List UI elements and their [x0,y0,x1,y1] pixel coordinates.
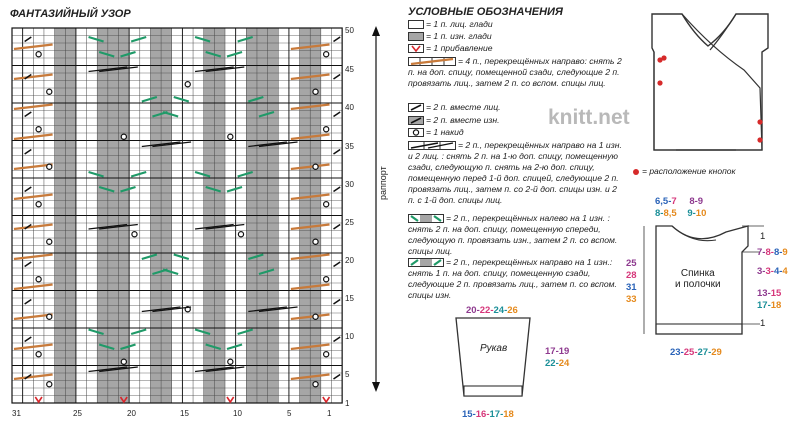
row-label-15: 15 [345,294,354,303]
body-left-lengths: 25 28 31 33 [626,258,637,305]
yarn-over-mark [324,352,329,357]
knit-stitch-icon [408,20,424,29]
sleeve-height-b: 22-24 [545,358,570,369]
k2tog-mark [334,75,341,80]
row-label-20: 20 [345,256,354,265]
legend-text: = 4 п., перекрещённых направо: снять 2 п. на доп. спицу, помещенной сзади, следующие 2 п. провязать лиц., затем 2 п. со вспом. спицы лиц. [408,56,622,88]
yarn-over-mark [313,382,318,387]
rapport-arrow [372,26,380,392]
k2tog-mark [334,187,341,192]
sleeve-bottom-width: 15-16-17-18 [462,409,514,420]
k2tog-mark [25,337,32,342]
body-right-1: 7-8-8-9 [757,247,788,258]
yarn-over-mark [47,89,52,94]
legend-text: = 2 п., перекрещённых налево на 1 изн. : снять 2 п. на доп. спицу, помещенную спереди, следующую п. провязать изн., затем 2 п. со вспом. спицы лиц. [408,213,618,256]
yarn-over-mark [36,127,41,132]
col-label-20: 20 [127,409,136,418]
k2tog-mark [334,150,341,155]
k2tog-mark [25,187,32,192]
yarn-over-icon [408,128,424,137]
k2tog-mark [25,262,32,267]
green-cross-left [174,255,189,260]
green-cross-right [131,330,146,335]
row-label-40: 40 [345,103,354,112]
sleeve-schematic [444,314,544,414]
legend-text: = 1 прибавление [426,43,493,53]
yarn-over-mark [47,314,52,319]
p2tog-icon [408,116,424,125]
purl-stitch-icon [408,32,424,41]
green-cross-right [131,37,146,42]
legend-text: = 1 накид [426,127,464,137]
yarn-over-mark [185,82,190,87]
legend-item-knit [408,19,623,30]
green-cross-right [227,52,242,57]
row-numbers [344,26,364,416]
green-cross-left [174,97,189,102]
sleeve-outline [456,318,530,396]
yarn-over-mark [121,134,126,139]
legend-text: = 2 п. вместе изн. [426,115,500,125]
increase-mark [323,397,330,402]
legend-item-cross-right-green [408,257,623,301]
body-right-3b: 17-18 [757,300,782,311]
legend-text: = 1 п. лиц. глади [426,19,493,29]
legend-text: = 2 п., перекрещённых направо на 1 изн. и 2 лиц. : снять 2 п. на 1-ю доп. спицу, помещенную сзади, следующую п. снять на 2-ю доп. спицу, помещенную перед 1-й доп. спицей, следующие 2 п. провязать лиц., затем п. со 2-й доп. спицы изн. и 2 п. с 1-й доп. спицы лиц. [408,140,622,205]
col-label-31: 31 [12,409,21,418]
yarn-over-mark [324,127,329,132]
yarn-over-mark [36,352,41,357]
button-marker [661,55,666,60]
yarn-over-mark [238,232,243,237]
legend-item-increase [408,43,623,54]
k2tog-mark [25,300,32,305]
legend-text: = 2 п., перекрещённых направо на 1 изн.: снять 1 п. на доп. спицу, помещенную сзади, следующие 2 п. провязать лиц., затем п. со вспом. спицы изн. [408,257,617,300]
cross-4-right-icon [408,57,456,66]
button-marker [757,119,762,124]
k2tog-mark [334,375,341,380]
chart-grid [12,28,342,403]
body-right-3a: 13-15 [757,288,782,299]
yarn-over-mark [324,277,329,282]
green-cross-right [227,345,242,350]
row-label-35: 35 [345,142,354,151]
k2tog-mark [334,37,341,42]
cross-2-right-long-icon [408,141,456,150]
legend-item-cross-2-right [408,140,623,206]
yarn-over-mark [132,232,137,237]
garment-schematic [640,8,790,173]
body-right-2: 3-3-4-4 [757,266,788,277]
yarn-over-mark [324,52,329,57]
yarn-over-mark [313,314,318,319]
body-top-b: 8-8,5 9-10 [655,208,707,219]
legend-item-purl [408,31,623,42]
k2tog-mark [25,112,32,117]
button-legend-dot [632,168,640,176]
body-one-bottom: 1 [760,318,766,329]
cross-right-green-icon [408,258,444,267]
yarn-over-mark [313,239,318,244]
col-label-1: 1 [327,409,332,418]
body-one-top: 1 [760,231,766,242]
k2tog-mark [334,225,341,230]
button-marker [657,80,662,85]
rapport-label: раппорт [378,166,388,200]
k2tog-icon [408,103,424,112]
increase-mark [227,397,234,402]
k2tog-mark [334,300,341,305]
col-label-15: 15 [180,409,189,418]
yarn-over-mark [36,202,41,207]
sleeve-height-a: 17-19 [545,346,570,357]
col-label-10: 10 [233,409,242,418]
yarn-over-mark [47,164,52,169]
button-marker [757,137,762,142]
legend-title: УСЛОВНЫЕ ОБОЗНАЧЕНИЯ [408,6,563,18]
yarn-over-mark [228,134,233,139]
col-label-5: 5 [287,409,292,418]
row-label-10: 10 [345,332,354,341]
green-cross-right [131,172,146,177]
yarn-over-mark [36,52,41,57]
k2tog-mark [334,337,341,342]
cross-left-green-icon [408,214,444,223]
row-label-30: 30 [345,180,354,189]
yarn-over-mark [313,89,318,94]
row-label-1: 1 [345,399,350,408]
col-label-25: 25 [73,409,82,418]
legend-item-cross-4 [408,56,623,89]
increase-icon [408,44,424,53]
yarn-over-mark [121,359,126,364]
body-hem [656,324,742,334]
yarn-over-mark [47,382,52,387]
legend-text: = 1 п. изн. глади [426,31,492,41]
row-label-45: 45 [345,65,354,74]
legend-text: = 2 п. вместе лиц. [426,102,501,112]
sleeve-label: Рукав [480,343,508,354]
k2tog-mark [25,150,32,155]
green-cross-right [227,187,242,192]
increase-mark [35,397,42,402]
yarn-over-mark [313,164,318,169]
row-label-50: 50 [345,26,354,35]
buttons-note: = расположение кнопок [642,166,736,176]
yarn-over-mark [324,202,329,207]
row-label-5: 5 [345,370,350,379]
body-bottom-width: 23-25-27-29 [670,347,722,358]
body-label: Спинка и полочки [675,268,721,290]
k2tog-mark [334,262,341,267]
sleeve-top-width: 20-22-24-26 [466,305,518,316]
yarn-over-mark [228,359,233,364]
yarn-over-mark [36,277,41,282]
k2tog-mark [25,37,32,42]
yarn-over-mark [47,239,52,244]
k2tog-mark [334,112,341,117]
chart-title: ФАНТАЗИЙНЫЙ УЗОР [10,8,131,20]
sleeve-cuff [464,386,522,396]
legend-item-cross-left-green [408,213,623,257]
row-label-25: 25 [345,218,354,227]
watermark-text: knitt.net [548,106,630,129]
body-top-a: 6,5-7 8-9 [655,196,704,207]
garment-outline [652,14,768,150]
